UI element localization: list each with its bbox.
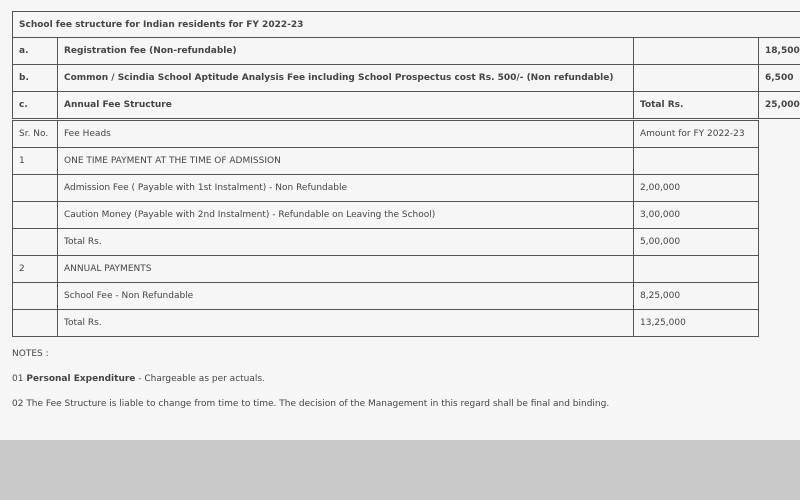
row-head: Caution Money (Payable with 2nd Instalment) - Refundable on Leaving the School) (58, 202, 634, 229)
row-sr (13, 229, 58, 256)
row-sr (13, 310, 58, 337)
row-amount: 2,00,000 (634, 175, 759, 202)
summary-row-amount: 18,500 (759, 38, 800, 65)
table-row (13, 202, 759, 229)
header-fee-heads: Fee Heads (58, 121, 634, 148)
summary-row-label: Common / Scindia School Aptitude Analysis Fee including School Prospectus cost Rs. 500/- (Non refundable) (58, 65, 634, 92)
summary-row (13, 92, 800, 119)
summary-row (13, 38, 800, 65)
summary-row-col3 (634, 38, 759, 65)
row-amount: 3,00,000 (634, 202, 759, 229)
row-amount: 13,25,000 (634, 310, 759, 337)
row-head: Total Rs. (58, 229, 634, 256)
summary-title-row (13, 12, 800, 38)
footer-band (0, 440, 800, 500)
row-head: Admission Fee ( Payable with 1st Instalment) - Non Refundable (58, 175, 634, 202)
summary-row-label: Registration fee (Non-refundable) (58, 38, 634, 65)
header-amount: Amount for FY 2022-23 (634, 121, 759, 148)
notes-heading: NOTES : (12, 349, 49, 359)
summary-row (13, 65, 800, 92)
table-row (13, 310, 759, 337)
row-amount (634, 256, 759, 283)
table-row (13, 175, 759, 202)
note-personal-expenditure (12, 374, 265, 384)
table-row (13, 148, 759, 175)
summary-row-id: a. (13, 38, 58, 65)
note1-prefix: 01 (12, 374, 27, 384)
row-head: Total Rs. (58, 310, 634, 337)
table-row (13, 256, 759, 283)
row-sr: 1 (13, 148, 58, 175)
summary-row-col3 (634, 65, 759, 92)
summary-row-id: b. (13, 65, 58, 92)
note-fee-structure-change: 02 The Fee Structure is liable to change from time to time. The decision of the Management in this regard shall be final and binding. (12, 399, 610, 409)
row-amount (634, 148, 759, 175)
summary-row-id: c. (13, 92, 58, 119)
row-amount: 8,25,000 (634, 283, 759, 310)
fee-table-header-row (13, 121, 759, 148)
summary-row-amount: 6,500 (759, 65, 800, 92)
row-sr (13, 175, 58, 202)
note1-rest: - Chargeable as per actuals. (135, 374, 265, 384)
row-sr (13, 202, 58, 229)
fee-breakdown-table (12, 120, 759, 337)
row-head: ANNUAL PAYMENTS (58, 256, 634, 283)
summary-row-label: Annual Fee Structure (58, 92, 634, 119)
table-row (13, 283, 759, 310)
header-sr-no: Sr. No. (13, 121, 58, 148)
summary-row-amount: 25,000 (759, 92, 800, 119)
row-amount: 5,00,000 (634, 229, 759, 256)
summary-fee-table (12, 11, 800, 119)
row-head: School Fee - Non Refundable (58, 283, 634, 310)
summary-title: School fee structure for Indian residents for FY 2022-23 (13, 12, 800, 38)
note1-bold: Personal Expenditure (26, 374, 136, 384)
summary-row-col3: Total Rs. (634, 92, 759, 119)
table-row (13, 229, 759, 256)
row-sr: 2 (13, 256, 58, 283)
row-head: ONE TIME PAYMENT AT THE TIME OF ADMISSION (58, 148, 634, 175)
row-sr (13, 283, 58, 310)
